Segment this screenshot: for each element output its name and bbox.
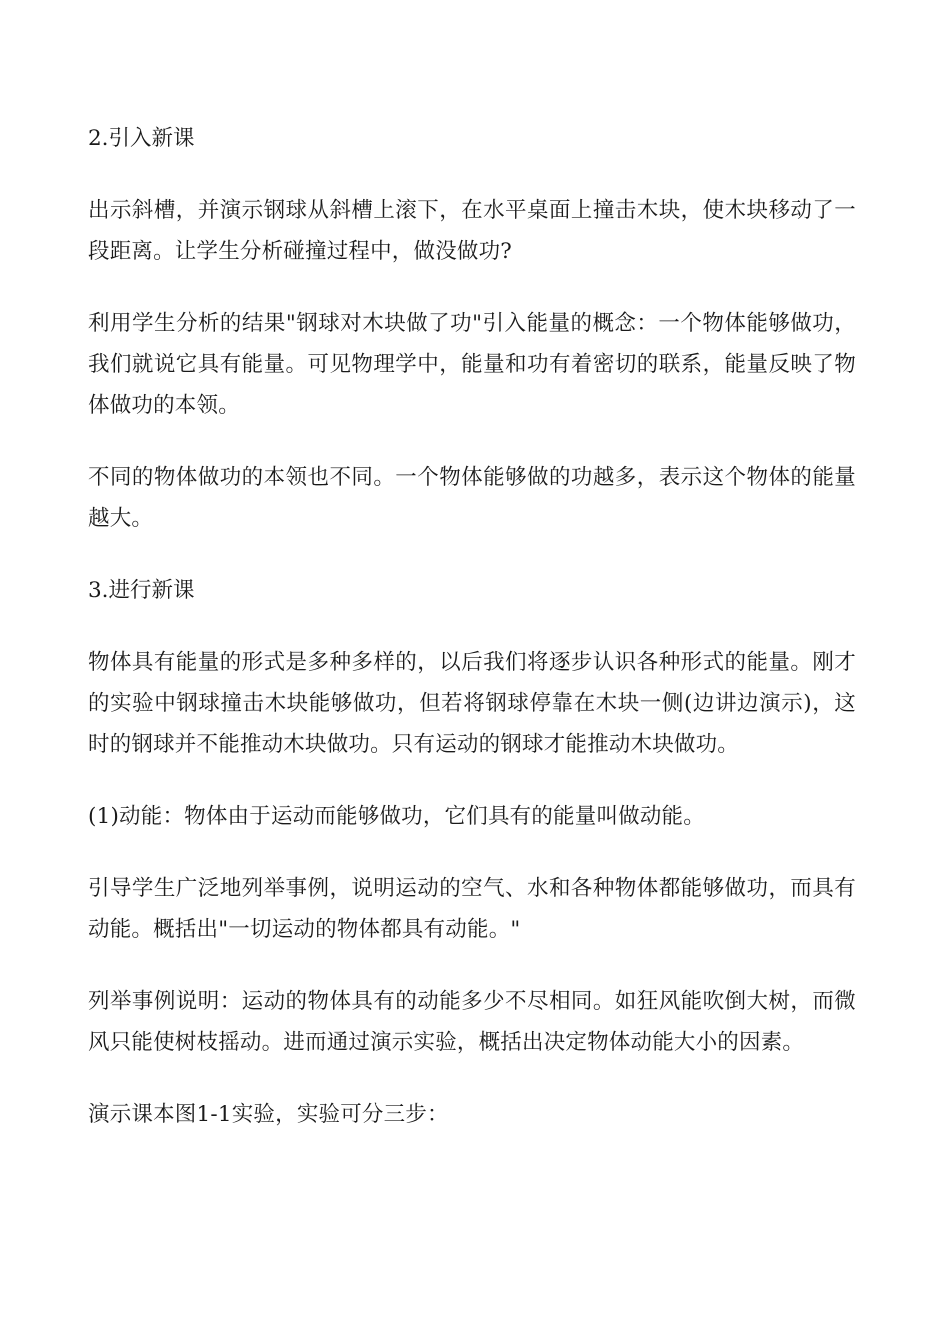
paragraph-1: 出示斜槽，并演示钢球从斜槽上滚下，在水平桌面上撞击木块，使木块移动了一段距离。让学生分析碰撞过程中，做没做功? [88,198,856,264]
paragraph-8: 演示课本图1-1实验，实验可分三步： [88,1102,449,1127]
section-heading-2: 2.引入新课 [88,126,195,151]
paragraph-3: 不同的物体做功的本领也不同。一个物体能够做的功越多，表示这个物体的能量越大。 [88,465,856,531]
paragraph-7: 列举事例说明：运动的物体具有的动能多少不尽相同。如狂风能吹倒大树，而微风只能使树枝摇动。进而通过演示实验，概括出决定物体动能大小的因素。 [88,989,856,1055]
paragraph-2: 利用学生分析的结果"钢球对木块做了功"引入能量的概念：一个物体能够做功，我们就说它具有能量。可见物理学中，能量和功有着密切的联系，能量反映了物体做功的本领。 [88,311,856,418]
paragraph-4: 物体具有能量的形式是多种多样的，以后我们将逐步认识各种形式的能量。刚才的实验中钢球撞击木块能够做功，但若将钢球停靠在木块一侧(边讲边演示)，这时的钢球并不能推动木块做功。只有运动的钢球才能推动木块做功。 [88,650,856,757]
paragraph-5: (1)动能：物体由于运动而能够做功，它们具有的能量叫做动能。 [88,804,705,829]
paragraph-6: 引导学生广泛地列举事例，说明运动的空气、水和各种物体都能够做功，而具有动能。概括出"一切运动的物体都具有动能。" [88,876,856,942]
document-body [88,118,856,1135]
section-heading-3: 3.进行新课 [88,578,195,603]
